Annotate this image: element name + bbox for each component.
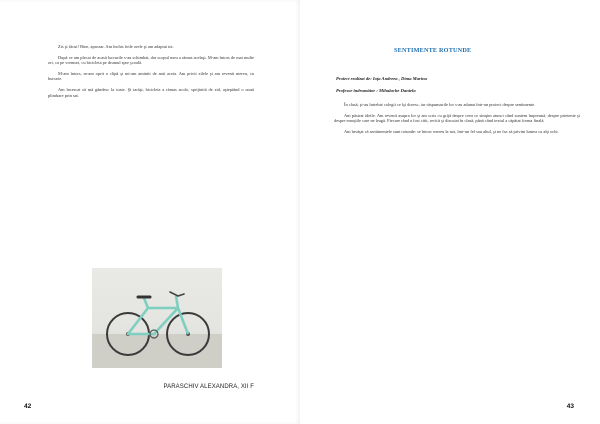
right-page <box>300 0 600 424</box>
floor-shadow <box>92 334 222 368</box>
right-paragraph-3: Am învăţat că sentimentele sunt rotunde: se întorc mereu la noi, într-un fel sau altul, şi ne fac să privim lumea cu alţi ochi. <box>344 128 559 134</box>
teacher-credit: Profesor îndrumător : Mihalache Daniela <box>336 88 416 93</box>
bicycle-illustration <box>92 268 222 368</box>
right-paragraph-2: Am păstrat ideile. Am revenit asupra lor şi am scris cu grijă despre ceea ce simţim atunci când suntem împreună, despre prietenie şi despre emoţiile care ne leagă. Fiecare rând a fost citit, recitit şi discutat în clasă, până când textul a căpătat forma finală. <box>334 112 580 124</box>
left-paragraph-2: După ce am plecat de acasă lucrurile s-au schimbat, dar scopul meu a rămas acelaşi. M-am întors de mai multe ori, ca pe vremuri, cu bicicleta pe drumul spre şcoală. <box>48 54 254 66</box>
left-paragraph-1: Zis şi făcut! Bine, aprozar. Am închis foile orele şi am adaptat tot. <box>58 44 174 49</box>
handlebar <box>170 292 184 296</box>
project-credit: Proiect realizat de: Ioţa Andreea , Dima Marina <box>336 76 427 81</box>
right-body-text <box>334 102 580 139</box>
bicycle-photo <box>92 268 222 368</box>
left-paragraph-3: M-am întors, m-am oprit o clipă şi mi-am amintit de anii aceia. Am privit zilele şi am revenit mereu, cu bucurie. <box>48 70 254 82</box>
photo-caption: PARASCHIV ALEXANDRA, XII F <box>163 384 254 390</box>
left-body-text <box>48 44 254 103</box>
left-paragraph-4: Am încercat să mă gândesc la toate. Şi iarăşi, bicicleta a rămas acolo, sprijinită de zid, aşteptând o nouă plimbare prin sat. <box>48 86 254 98</box>
left-page-number: 42 <box>24 403 32 410</box>
article-title: SENTIMENTE ROTUNDE <box>394 47 472 54</box>
right-page-number: 43 <box>566 403 574 410</box>
right-paragraph-1: În clasă, şi-au întrebat colegii ce îşi doresc, iar răspunsurile lor s-au adunat într-un proiect despre sentimente. <box>344 102 536 107</box>
